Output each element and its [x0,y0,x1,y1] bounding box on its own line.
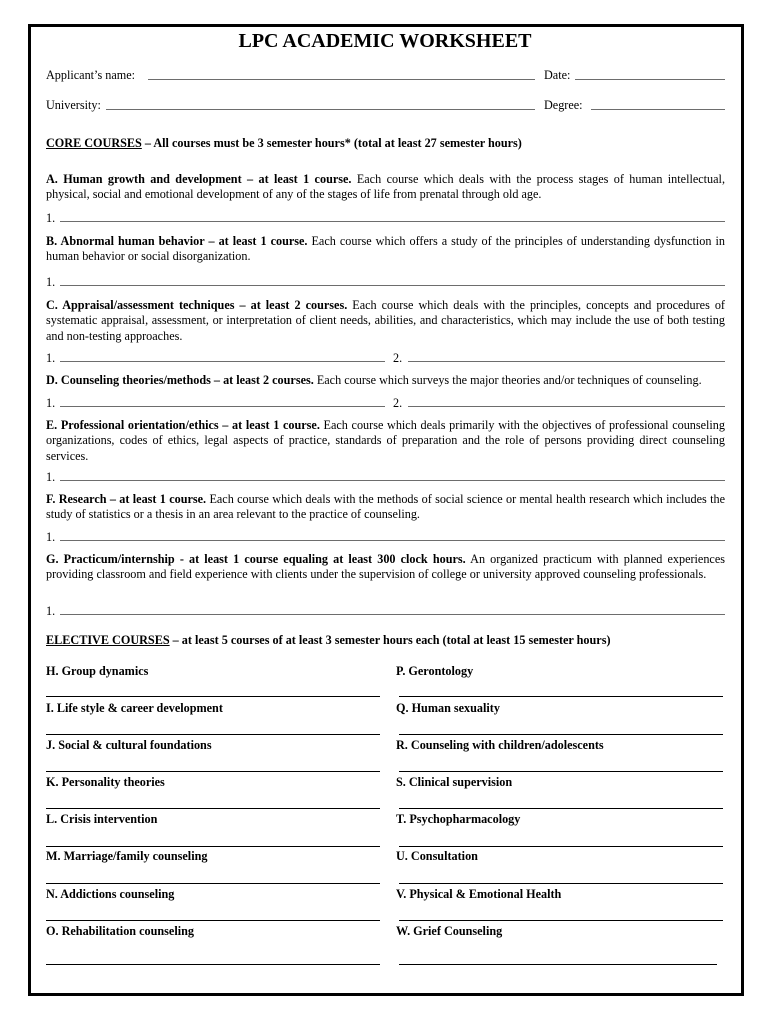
section-e: E. Professional orientation/ethics – at least 1 course. Each course which deals primarily with the objectives of professional counseling organizations, codes of ethics, legal aspects of practice, standards of preparation and the role of persons providing direct counseling services. [46,418,725,463]
applicant-name-label: Applicant’s name: [46,68,136,82]
line-number: 1. [46,530,56,544]
elective-field-o[interactable] [46,964,380,965]
elective-field-h[interactable] [46,696,380,697]
elective-courses-heading: ELECTIVE COURSES – at least 5 courses of at least 3 semester hours each (total at least 15 semester hours) [46,633,611,647]
elective-label-q: Q. Human sexuality [396,701,500,715]
elective-field-m[interactable] [46,883,380,884]
applicant-name-field[interactable] [148,79,535,80]
core-courses-heading: CORE COURSES – All courses must be 3 semester hours* (total at least 27 semester hours) [46,136,522,150]
course-field-f1[interactable] [60,540,725,541]
elective-label-w: W. Grief Counseling [396,924,503,938]
elective-field-u[interactable] [399,883,723,884]
elective-label-o: O. Rehabilitation counseling [46,924,194,938]
date-label: Date: [544,68,571,82]
section-c: C. Appraisal/assessment techniques – at least 2 courses. Each course which deals with the principles, concepts and procedures of systematic appraisal, assessment, or interpretation of client needs, abilities, and characteristics, which may include the use of both testing and non-testing approaches. [46,298,725,343]
date-field[interactable] [575,79,725,80]
elective-label-i: I. Life style & career development [46,701,223,715]
elective-field-i[interactable] [46,734,380,735]
elective-field-w[interactable] [399,964,717,965]
course-field-c2[interactable] [408,361,725,362]
elective-label-h: H. Group dynamics [46,664,149,678]
elective-label-s: S. Clinical supervision [396,775,513,789]
elective-label-p: P. Gerontology [396,664,474,678]
elective-label-m: M. Marriage/family counseling [46,849,208,863]
elective-field-k[interactable] [46,808,380,809]
elective-field-n[interactable] [46,920,380,921]
line-number: 1. [46,396,56,410]
elective-field-v[interactable] [399,920,723,921]
line-number: 1. [46,275,56,289]
section-g: G. Practicum/internship - at least 1 course equaling at least 300 clock hours. An organized practicum with planned experiences providing classroom and field experience with clients under the supervision of college or university approved counseling professionals. [46,552,725,582]
course-field-d1[interactable] [60,406,385,407]
degree-field[interactable] [591,109,725,110]
line-number: 1. [46,351,56,365]
line-number: 1. [46,211,56,225]
course-field-b1[interactable] [60,285,725,286]
elective-field-j[interactable] [46,771,380,772]
degree-label: Degree: [544,98,583,112]
elective-field-l[interactable] [46,846,380,847]
section-b: B. Abnormal human behavior – at least 1 course. Each course which offers a study of the principles of understanding dysfunction in human behavior or social disorganization. [46,234,725,264]
line-number: 1. [46,604,56,618]
line-number: 2. [393,351,403,365]
elective-label-u: U. Consultation [396,849,478,863]
course-field-c1[interactable] [60,361,385,362]
course-field-g1[interactable] [60,614,725,615]
course-field-e1[interactable] [60,480,725,481]
elective-label-j: J. Social & cultural foundations [46,738,212,752]
line-number: 1. [46,470,56,484]
line-number: 2. [393,396,403,410]
page-title: LPC ACADEMIC WORKSHEET [238,30,532,52]
elective-field-s[interactable] [399,808,723,809]
section-d: D. Counseling theories/methods – at least 2 courses. Each course which surveys the major theories and/or techniques of counseling. [46,373,702,387]
course-field-a1[interactable] [60,221,725,222]
university-label: University: [46,98,101,112]
elective-label-n: N. Addictions counseling [46,887,175,901]
section-a: A. Human growth and development – at least 1 course. Each course which deals with the process stages of human intellectual, physical, social and emotional development of any of the stages of life from prenatal through old age. [46,172,725,202]
section-f: F. Research – at least 1 course. Each course which deals with the methods of social science or mental health research which includes the study of statistics or a thesis in an area relevant to the practice of counseling. [46,492,725,522]
elective-field-r[interactable] [399,771,723,772]
elective-field-q[interactable] [399,734,723,735]
course-field-d2[interactable] [408,406,725,407]
elective-field-t[interactable] [399,846,723,847]
elective-label-l: L. Crisis intervention [46,812,158,826]
elective-label-v: V. Physical & Emotional Health [396,887,562,901]
elective-label-t: T. Psychopharmacology [396,812,521,826]
elective-label-k: K. Personality theories [46,775,165,789]
university-field[interactable] [106,109,535,110]
elective-label-r: R. Counseling with children/adolescents [396,738,604,752]
elective-field-p[interactable] [399,696,723,697]
